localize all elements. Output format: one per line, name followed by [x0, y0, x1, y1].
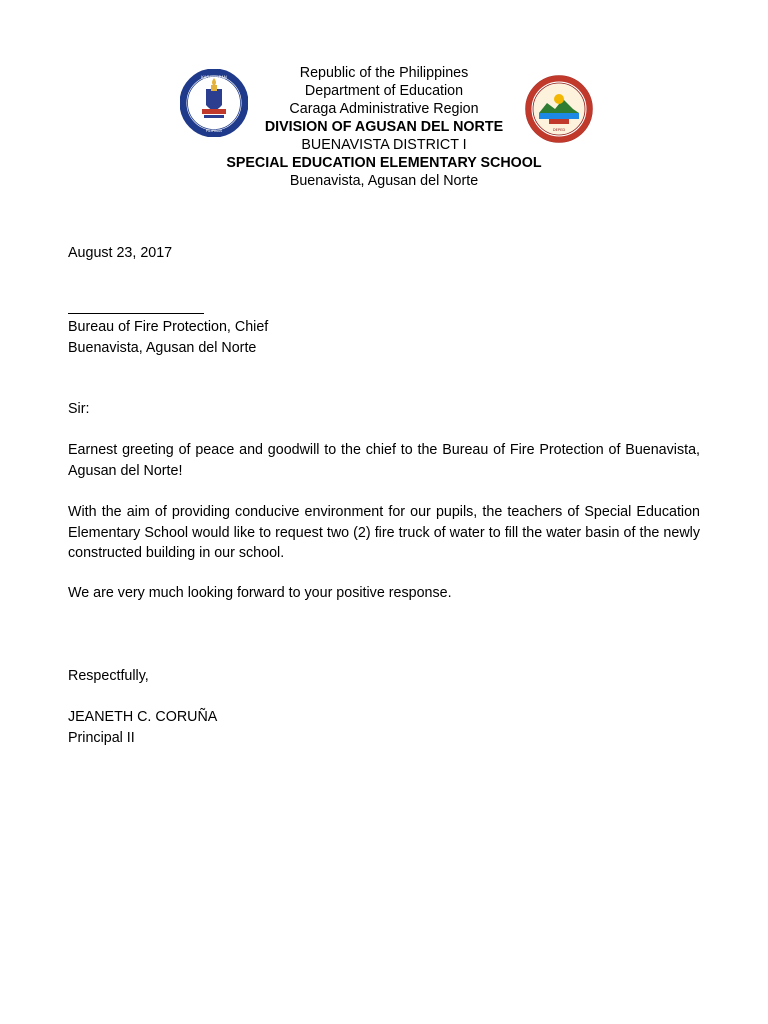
letterhead	[0, 64, 768, 190]
signatory-block	[68, 707, 217, 748]
salutation: Sir:	[68, 401, 90, 417]
letterhead-department: Department of Education	[304, 83, 464, 99]
svg-text:PILIPINAS: PILIPINAS	[205, 129, 223, 133]
svg-text:DEPED: DEPED	[552, 128, 566, 132]
recipient-address: Buenavista, Agusan del Norte	[68, 339, 257, 356]
letterhead-district: BUENAVISTA DISTRICT I	[301, 137, 467, 153]
letterhead-division: DIVISION OF AGUSAN DEL NORTE	[264, 119, 504, 135]
body-paragraph-3: We are very much looking forward to your positive response.	[68, 585, 452, 601]
body-paragraph-2: With the aim of providing conducive environment for our pupils, the teachers of Special Education Elementary School would like to request two (2) fire truck of water to fill the water basin of the newly constructed building in our school.	[68, 504, 700, 561]
svg-text:KAGAWARAN: KAGAWARAN	[201, 75, 227, 80]
letterhead-school: SPECIAL EDUCATION ELEMENTARY SCHOOL	[226, 155, 542, 171]
letterhead-address: Buenavista, Agusan del Norte	[289, 173, 479, 189]
recipient-name-blank	[68, 313, 204, 314]
recipient-title: Bureau of Fire Protection, Chief	[68, 319, 269, 335]
closing: Respectfully,	[68, 668, 149, 684]
signatory-title: Principal II	[68, 729, 135, 746]
letterhead-republic: Republic of the Philippines	[299, 65, 469, 81]
signatory-name: JEANETH C. CORUÑA	[68, 709, 218, 725]
letter-date: August 23, 2017	[68, 245, 173, 261]
body-paragraph-1: Earnest greeting of peace and goodwill to the chief to the Bureau of Fire Protection of Buenavista, Agusan del Norte!	[68, 442, 700, 479]
recipient-block	[68, 317, 268, 358]
letterhead-region: Caraga Administrative Region	[289, 101, 479, 117]
